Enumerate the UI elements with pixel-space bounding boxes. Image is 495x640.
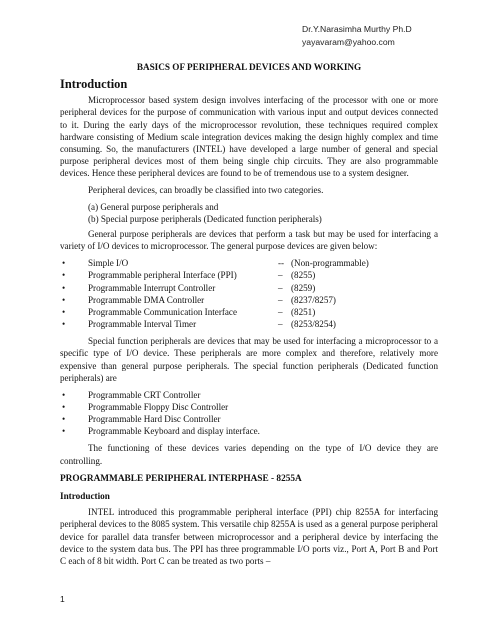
general-paragraph: General purpose peripherals are devices that perform a task but may be used for interfacing a variety of I/O devices to microprocessor. The general purpose devices are given below: — [60, 229, 438, 252]
device-dash: -- — [278, 258, 285, 269]
page-number: 1 — [60, 594, 65, 604]
bullet-icon: • — [62, 319, 66, 330]
list-item — [60, 318, 438, 330]
device-name: Programmable Communication Interface — [88, 306, 237, 317]
author-name: Dr.Y.Narasimha Murthy Ph.D — [302, 24, 412, 34]
bullet-icon: • — [62, 413, 66, 424]
device-dash: – — [278, 282, 283, 293]
device-name: Programmable Hard Disc Controller — [88, 413, 221, 424]
document-body — [60, 61, 438, 572]
special-paragraph: Special function peripherals are devices that may be used for interfacing a microprocessor to a specific type of I/O device. These peripherals are more complex and therefore, relatively more expensive than general purpose peripherals. The special function peripherals (Dedicated function peripherals) are — [60, 336, 438, 383]
general-device-list — [60, 257, 438, 330]
ppi-paragraph: INTEL introduced this programmable peripheral interface (PPI) chip 8255A for interfacing peripheral devices to the 8085 system. This versatile chip 8255A is used as a general purpose peripheral device for parallel data transfer between microprocessor and a peripheral device by interfacing the device to the system data bus. The PPI has three programmable I/O ports viz., Port A, Port B and Port C each of 8 bit width. Port C can be treated as two ports – — [60, 507, 438, 566]
device-code: (8259) — [291, 282, 316, 293]
device-code: (8255) — [291, 270, 316, 281]
category-list — [60, 201, 438, 225]
introduction-heading: Introduction — [60, 77, 128, 92]
list-item — [60, 306, 438, 318]
list-item — [60, 269, 438, 281]
bullet-icon: • — [62, 426, 66, 437]
device-code: (8251) — [291, 306, 316, 317]
bullet-icon: • — [62, 270, 66, 281]
device-name: Simple I/O — [88, 258, 129, 269]
device-dash: – — [278, 294, 283, 305]
functioning-paragraph: The functioning of these devices varies depending on the type of I/O device they are controlling. — [60, 443, 438, 466]
bullet-icon: • — [62, 401, 66, 412]
author-block — [302, 23, 442, 49]
list-item — [60, 413, 438, 425]
device-dash: – — [278, 319, 283, 330]
classify-paragraph: Peripheral devices, can broadly be classified into two categories. — [88, 185, 324, 196]
list-item — [60, 389, 438, 401]
device-dash: – — [278, 306, 283, 317]
author-email: yayavaram@yahoo.com — [302, 37, 395, 47]
list-item — [60, 425, 438, 437]
device-name: Programmable CRT Controller — [88, 389, 201, 400]
category-item: (a) General purpose peripherals and — [88, 201, 219, 212]
section-heading-8255a: PROGRAMMABLE PERIPHERAL INTERPHASE - 8255A — [60, 473, 302, 484]
bullet-icon: • — [62, 306, 66, 317]
device-name: Programmable Keyboard and display interface. — [88, 426, 260, 437]
device-name: Programmable Interval Timer — [88, 319, 197, 330]
subsection-heading-introduction: Introduction — [60, 490, 110, 501]
device-code: (Non-programmable) — [291, 258, 369, 269]
list-item — [60, 257, 438, 269]
category-item: (b) Special purpose peripherals (Dedicated function peripherals) — [88, 214, 322, 225]
intro-paragraph: Microprocessor based system design involves interfacing of the processor with one or more peripheral devices for the purpose of communication with various input and output devices connected to it. During the early days of the microprocessor revolution, these techniques required complex hardware consisting of Medium scale integration devices making the design highly complex and time consuming. So, the manufacturers (INTEL) have developed a large number of general and special purpose peripheral devices most of them being single chip circuits. They are also programmable devices. Hence these peripheral devices are found to be of tremendous use to a system designer. — [60, 95, 438, 179]
list-item — [60, 294, 438, 306]
list-item — [60, 282, 438, 294]
bullet-icon: • — [62, 258, 66, 269]
bullet-icon: • — [62, 389, 66, 400]
device-code: (8237/8257) — [291, 294, 336, 305]
device-name: Programmable Floppy Disc Controller — [88, 401, 229, 412]
device-code: (8253/8254) — [291, 319, 336, 330]
device-dash: – — [278, 270, 283, 281]
list-item — [60, 401, 438, 413]
special-device-list — [60, 389, 438, 438]
device-name: Programmable DMA Controller — [88, 294, 205, 305]
document-title: BASICS OF PERIPHERAL DEVICES AND WORKING — [136, 62, 362, 72]
device-name: Programmable peripheral Interface (PPI) — [88, 270, 237, 281]
bullet-icon: • — [62, 282, 66, 293]
bullet-icon: • — [62, 294, 66, 305]
device-name: Programmable Interrupt Controller — [88, 282, 216, 293]
